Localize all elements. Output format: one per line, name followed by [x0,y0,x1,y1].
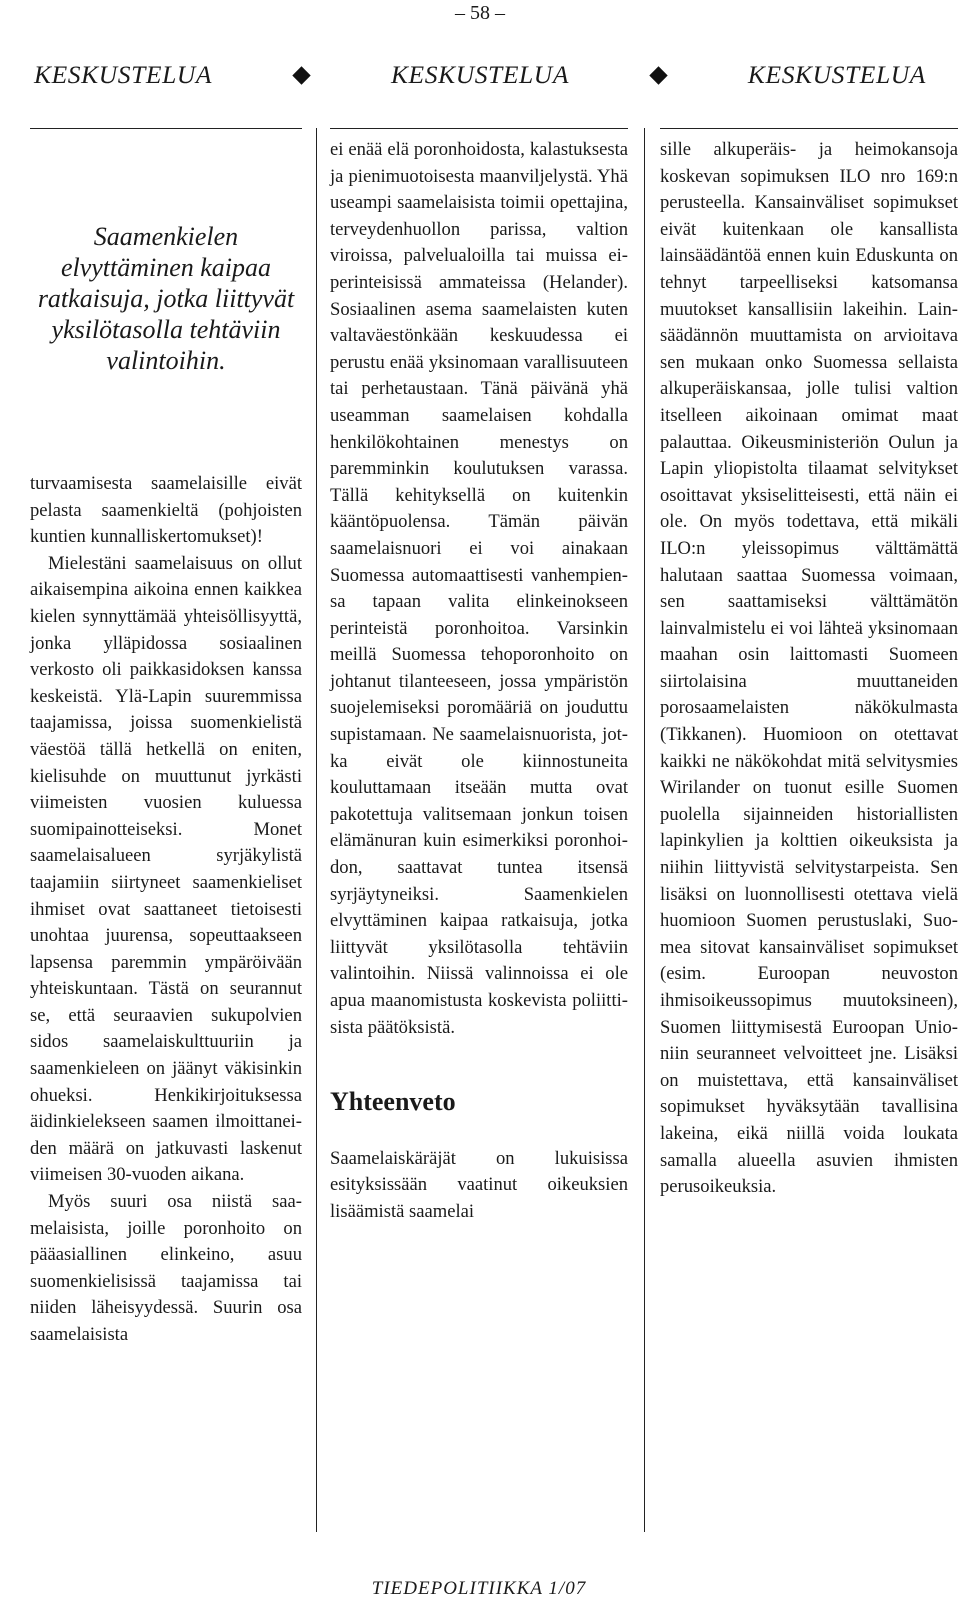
section-subheading: Yhteenveto [330,1087,456,1117]
pull-quote: Saamenkielen elvyttäminen kaipaa ratkaisuja, jotka liittyvät yksilötasolla tehtäviin valintoihin. [37,222,295,375]
column-2-text [330,137,628,1226]
section-header-label: KESKUSTELUA [34,60,213,89]
paragraph: sille alkuperäis- ja heimokansoja koskevan sopimuksen ILO nro 169:n perusteella. Kansainväliset sopimukset eivät kuitenkaan ole kansallista lainsäädäntöä ennen kuin Eduskunta on tehnyt tarpeelliseksi katsomansa muutokset kansallisiin lakeihin. Lainsäädännön muuttamista on arvioitava sen mukaan onko Suomessa sellaista alkuperäiskansaa, jolle tulisi valtion itselleen aikoinaan omimat maat palauttaa. Oikeusministeriön Oulun ja Lapin yliopistolta tilaamat selvitykset osoittavat yksiselitteisesti, että näin ei ole. On myös todettava, että mikäli ILO:n yleissopimus välttämättä halutaan saattaa Suomessa voimaan, sen saattamiseksi välttämätön lainvalmistelu ei voi lähteä yksinomaan maahan osin laittomasti Suomeen siirtolaisina muuttaneiden porosaamelaisten näkökulmasta (Tikkanen). Huomioon on otettavat kaikki ne näkökohdat mitä selvitysmies Wirilander on tuonut esille Suomen puolella sijainneiden historiallisten lapinkylien ja kolttien oikeuksista ja niihin liittyvistä selvitystarpeista. Sen lisäksi on luonnollisesti otettava vielä huomioon Suomen perustuslaki, Suomea sitovat kansainväliset sopimukset (esim. Euroopan neuvoston ihmisoikeussopimus muutoksineen), Suomen liittymisestä Euroopan Unioniin seuranneet velvoitteet jne. Lisäksi on muistettava, että kansainväliset sopimukset hyväksytään tavallisina lakeina, eikä niillä voida loukata samalla alueella asuvien ihmisten perusoikeuksia. [660,139,958,1198]
paragraph: Saamelaiskäräjät on lukuisissa esityksissään vaatinut oikeuksien lisäämistä saamelai [330,1147,628,1222]
column-top-rule [660,128,958,129]
column-1 [30,128,302,1349]
column-divider [316,128,317,1532]
column-3 [660,128,958,1201]
section-header-label: KESKUSTELUA [747,60,926,89]
column-top-rule [330,128,628,129]
journal-footer: TIEDEPOLITIIKKA 1/07 [371,1578,587,1599]
column-2 [330,128,628,1226]
diamond-icon [649,66,667,84]
column-3-text [660,137,958,1201]
paragraph: Myös suuri osa niistä saamelaisista, joille poronhoito on pääasiallinen elinkeino, asuu suomenkielisissä taajamissa tai niiden läheisyydessä. Suurin osa saamelaisista [30,1191,302,1345]
diamond-icon [292,66,310,84]
paragraph: ei enää elä poronhoidosta, kalastuksesta ja pienimuotoisesta maanviljelystä. Yhä useampi saamelaisista toimii opettajina, terveydenhuollon parissa, valtion viroissa, palvelualoilla tai muissa ei- perinteisissä ammateissa (Helander). Sosiaalinen asema saamelaisten kuten valtaväestönkään keskuudessa ei perustu enää yksinomaan varallisuuteen tai perhetaustaan. Tänä päivänä yhä useamman saamelaisen kohdalla henkilökohtainen menestys on paremminkin koulutuksen varassa. Tällä kehityksellä on kuitenkin kääntöpuolensa. Tämän päivän saamelaisnuori ei voi ainakaan Suomessa automaattisesti vanhempiensa tapaan valita elinkeinokseen perinteistä poronhoitoa. Varsinkin meillä Suomessa tehoporonhoito on johtanut tilanteeseen, jossa ympäristön suojelemiseksi poromääriä on jouduttu supistamaan. Ne saamelaisnuorista, jotka eivät ole kiinnostuneita kouluttamaan itseään mutta ovat pakotettuja valitsemaan jonkun toisen elämänuran kuin esimerkiksi poronhoidon, saattavat tuntea itsensä syrjäytyneiksi. Saamenkielen elvyttäminen kaipaa ratkaisuja, jotka liittyvät yksilötasolla tehtäviin valintoihin. Niissä valinnoissa ei ole apua maanomistusta koskevista poliittisista päätöksistä. [330,139,628,1038]
column-top-rule [30,128,302,129]
column-1-text [30,471,302,1349]
section-header [34,60,926,90]
paragraph: turvaamisesta saamelaisille eivät pelasta saamenkieltä (pohjoisten kuntien kunnalliskertomukset)! [30,473,302,548]
page-number: – 58 – [455,2,505,24]
column-divider [644,128,645,1532]
section-header-label: KESKUSTELUA [390,60,569,89]
paragraph: Mielestäni saamelaisuus on ollut aikaisempina aikoina ennen kaikkea kielen synnyttämää yhteisöllisyyttä, jonka ylläpidossa sosiaalinen verkosto oli paikkasidoksen kanssa keskeistä. Ylä-Lapin suuremmissa taajamissa, joissa suomenkielistä väestöä tällä hetkellä on eniten, kielisuhde on muuttunut jyrkästi viimeisten vuosien kuluessa suomipainotteiseksi. Monet saamelaisalueen syrjäkylistä taajamiin siirtyneet saamenkieliset ihmiset ovat saattaneet tietoisesti unohtaa juurensa, sopeuttaakseen lapsensa paremmin ympäröivään yhteiskuntaan. Tästä on seurannut se, että seuraavien sukupolvien sidos saamelaiskulttuuriin ja saamenkieleen on jäänyt väkisinkin ohueksi. Henkikirjoituksessa äidinkielekseen saamen ilmoittaneiden määrä on jatkuvasti laskenut viimeisen 30-vuoden aikana. [30,552,302,1186]
